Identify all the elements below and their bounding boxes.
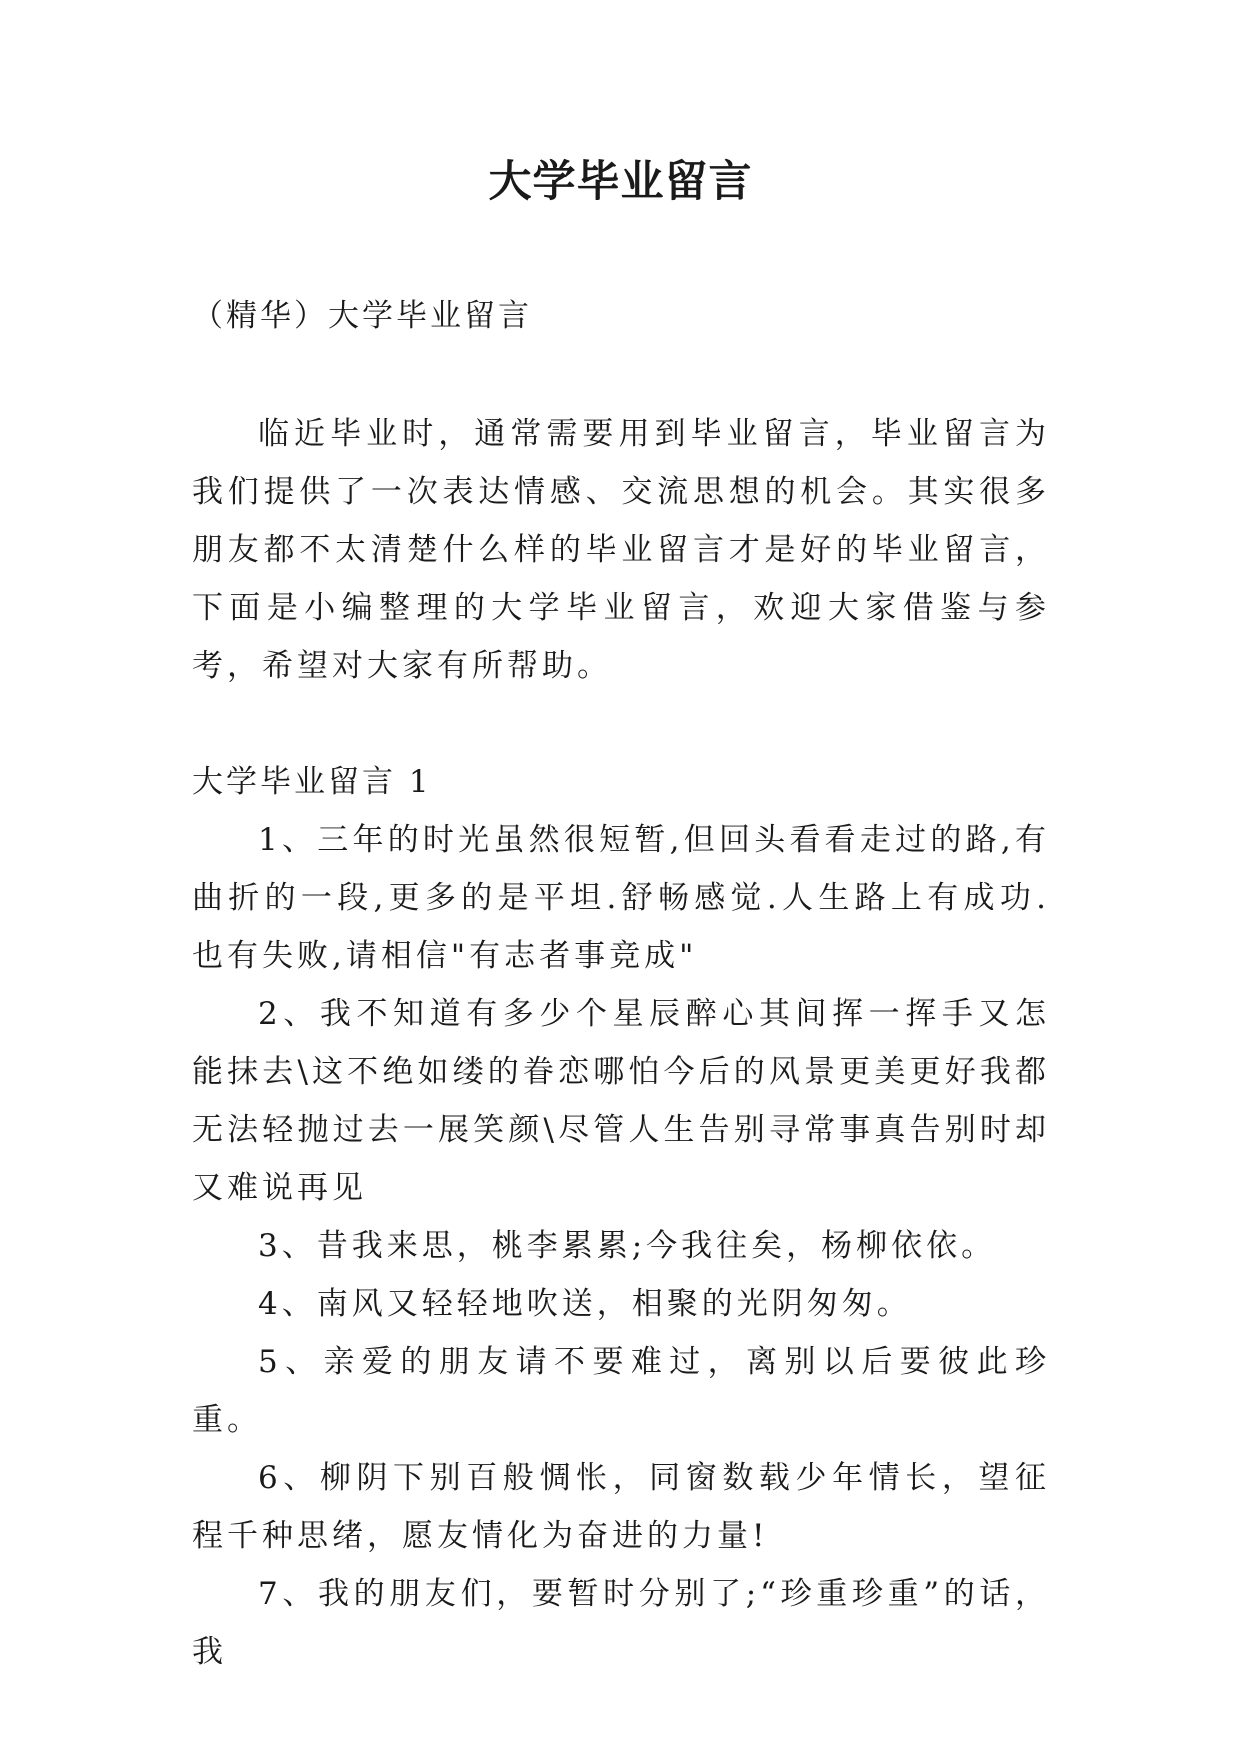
message-item-6: 6、柳阴下别百般惆怅，同窗数载少年情长，望征程千种思绪，愿友情化为奋进的力量! (192, 1460, 1050, 1554)
document-title: 大学毕业留言 (488, 157, 753, 207)
document-subtitle: （精华）大学毕业留言 (192, 298, 532, 334)
document-body (192, 405, 1050, 1681)
section-heading: 大学毕业留言 1 (192, 764, 432, 800)
message-item-5: 5、亲爱的朋友请不要难过，离别以后要彼此珍重。 (192, 1344, 1050, 1438)
message-item-1: 1、三年的时光虽然很短暂,但回头看看走过的路,有曲折的一段,更多的是平坦.舒畅感觉.人生路上有成功.也有失败,请相信"有志者事竞成" (192, 822, 1050, 974)
intro-paragraph: 临近毕业时，通常需要用到毕业留言，毕业留言为我们提供了一次表达情感、交流思想的机会。其实很多朋友都不太清楚什么样的毕业留言才是好的毕业留言，下面是小编整理的大学毕业留言，欢迎大家借鉴与参考，希望对大家有所帮助。 (192, 416, 1050, 684)
message-item-7: 7、我的朋友们，要暂时分别了;“珍重珍重”的话，我 (192, 1576, 1050, 1670)
message-item-3: 3、昔我来思，桃李累累;今我往矣，杨柳依依。 (258, 1228, 997, 1264)
message-item-2: 2、我不知道有多少个星辰醉心其间挥一挥手又怎能抹去\这不绝如缕的眷恋哪怕今后的风景更美更好我都无法轻抛过去一展笑颜\尽管人生告别寻常事真告别时却又难说再见 (192, 996, 1050, 1206)
message-item-4: 4、南风又轻轻地吹送，相聚的光阴匆匆。 (258, 1286, 912, 1322)
